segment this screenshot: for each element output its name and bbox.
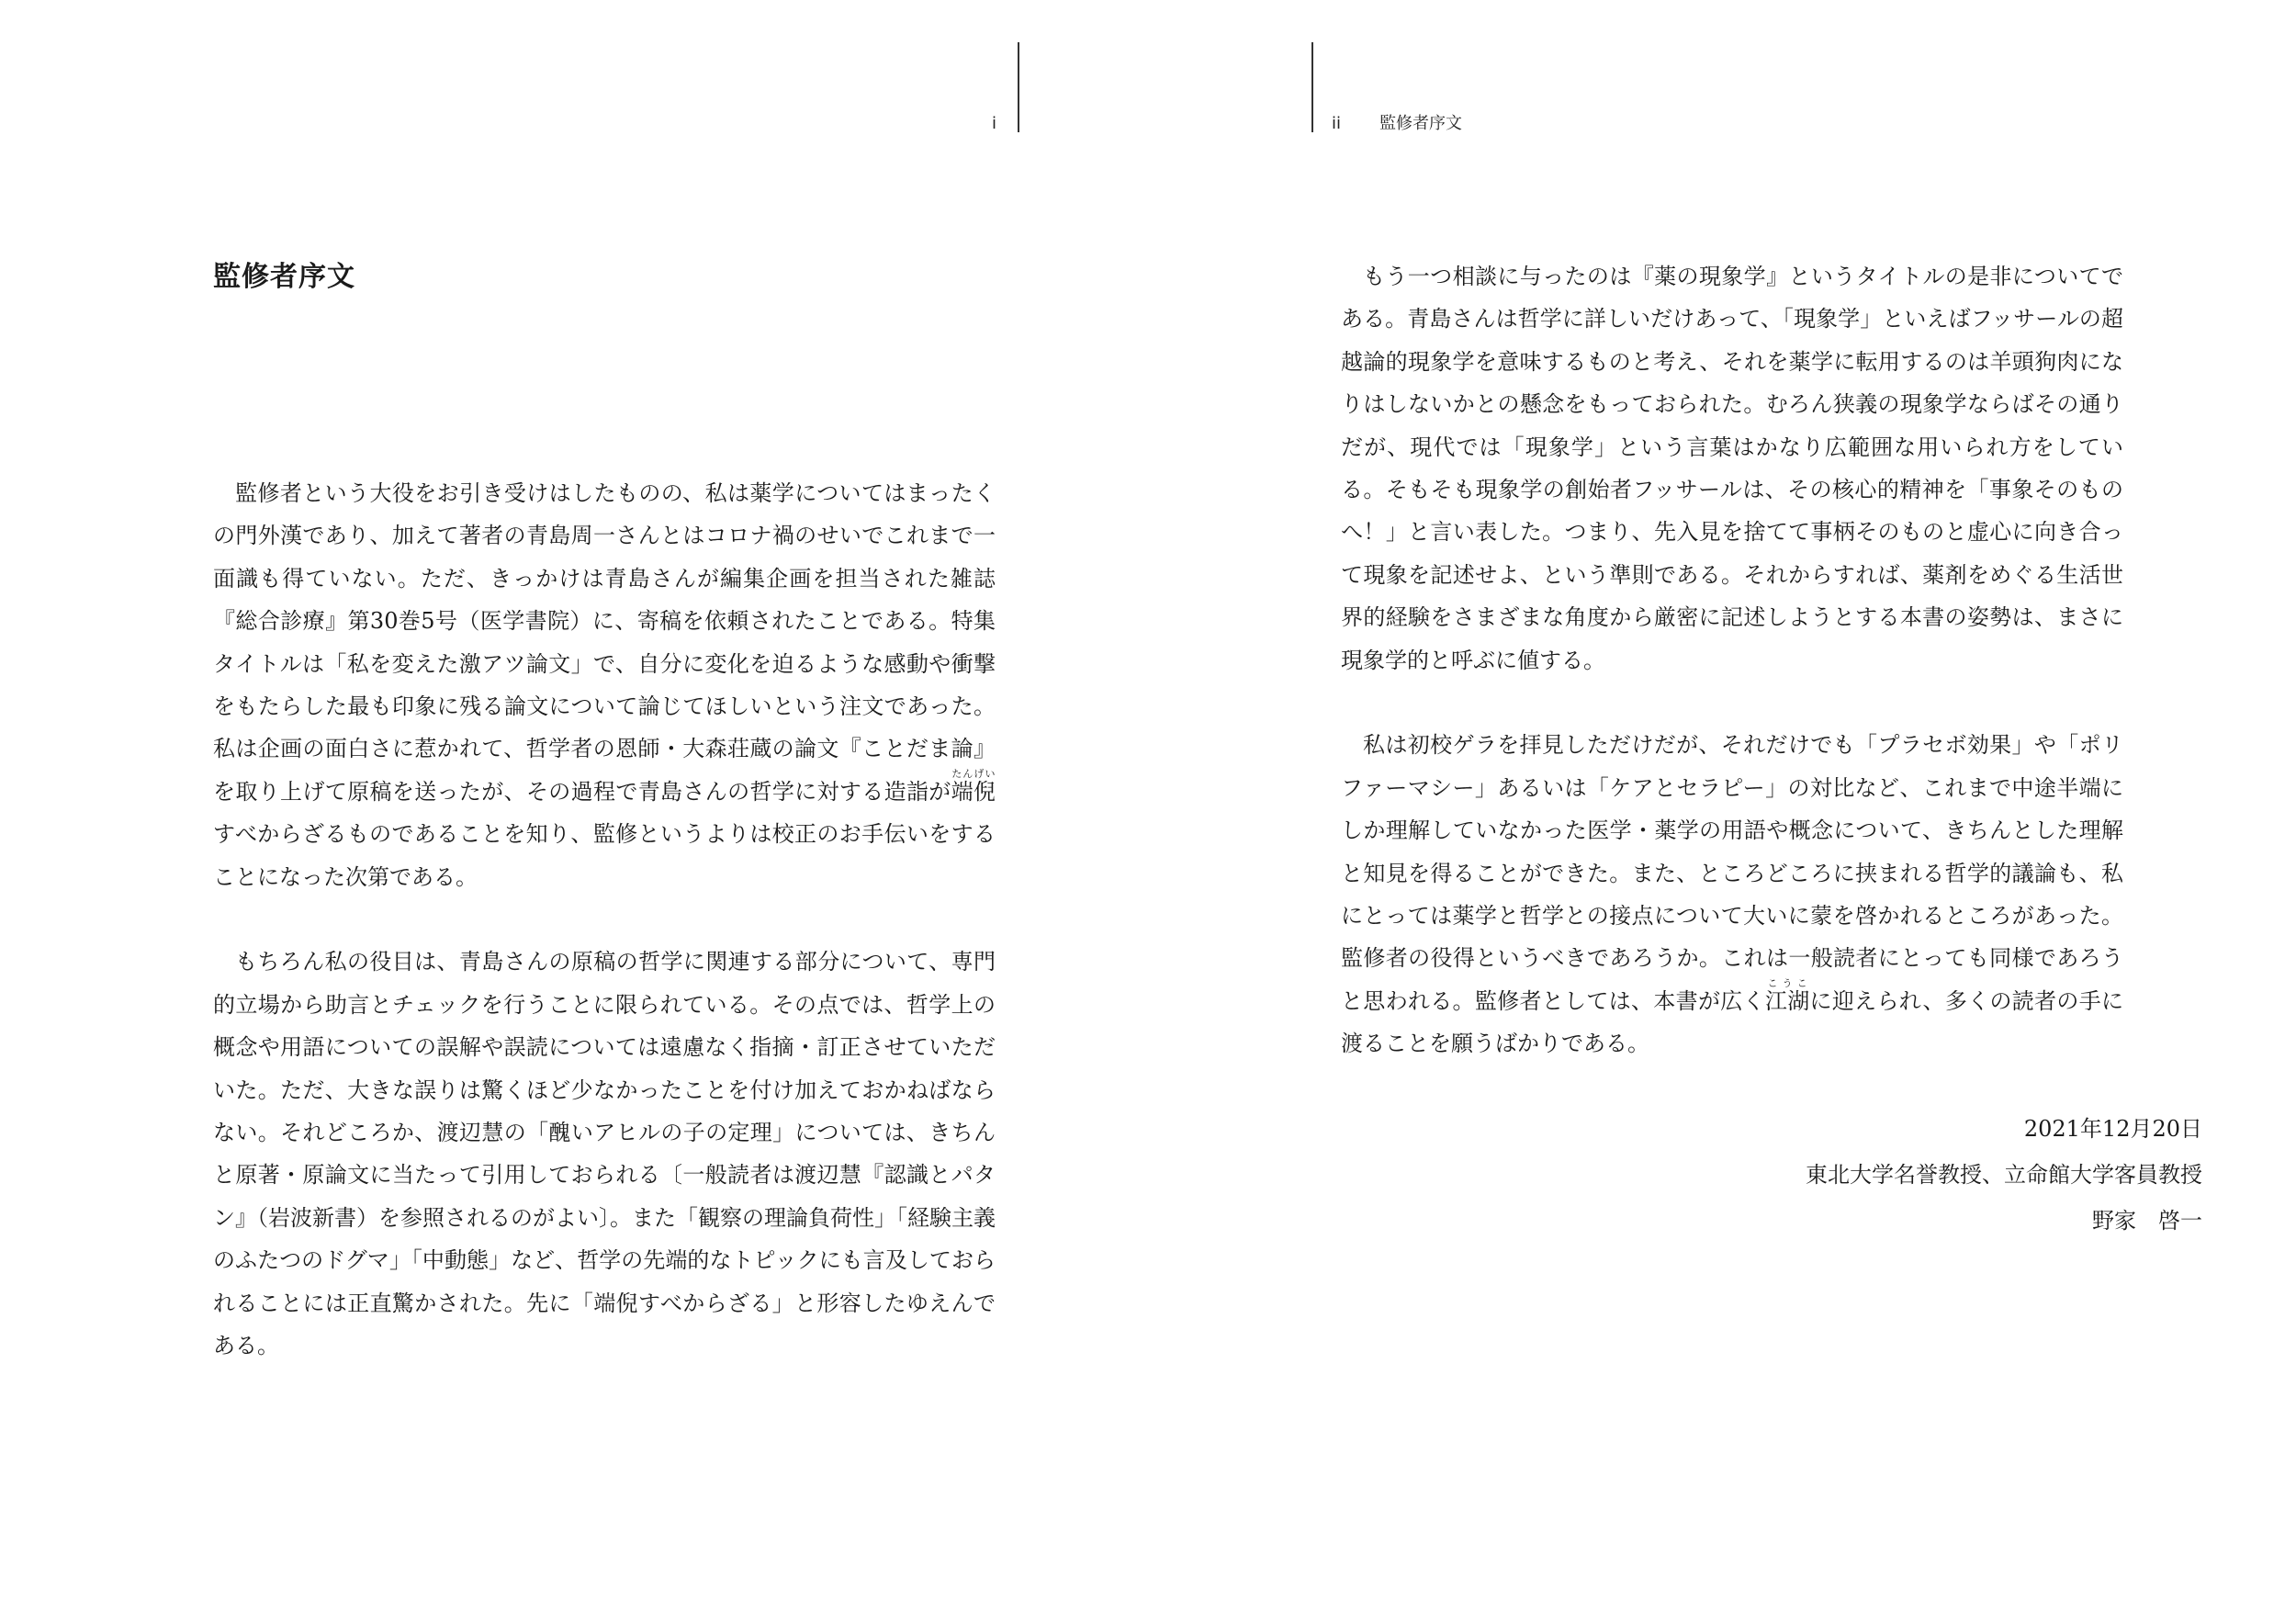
header-rule	[1311, 42, 1313, 132]
page-number: i	[992, 114, 997, 133]
right-page	[1148, 0, 2296, 1623]
paragraph: 監修者という大役をお引き受けはしたものの、私は薬学についてはまったくの門外漢であり、加えて著者の青島周一さんとはコロナ禍のせいでこれまで一面識も得ていない。ただ、きっかけは青島さんが編集企画を担当された雑誌『総合診療』第30巻5号（医学書院）に、寄稿を依頼されたことである。特集タイトルは「私を変えた激アツ論文」で、自分に変化を迫るような感動や衝撃をもたらした最も印象に残る論文について論じてほしいという注文であった。私は企画の面白さに惹かれて、哲学者の恩師・大森荘蔵の論文『ことだま論』を取り上げて原稿を送ったが、その過程で青島さんの哲学に対する造詣が端倪たんげいすべからざるものであることを知り、監修というよりは校正のお手伝いをすることになった次第である。	[213, 480, 996, 890]
signature-name: 野家 啓一	[2092, 1208, 2202, 1234]
page-number: ii	[1332, 114, 1342, 133]
signature-affiliation: 東北大学名誉教授、立命館大学客員教授	[1806, 1162, 2202, 1188]
ruby-annotation: 江湖こうこ	[1764, 976, 1810, 1014]
body-text	[1341, 255, 2123, 1065]
paragraph: もちろん私の役目は、青島さんの原稿の哲学に関連する部分について、専門的立場から助言とチェックを行うことに限られている。その点では、哲学上の概念や用語についての誤解や誤読については遠慮なく指摘・訂正させていただいた。ただ、大きな誤りは驚くほど少なかったことを付け加えておかねばならない。それどころか、渡辺慧の「醜いアヒルの子の定理」については、きちんと原著・原論文に当たって引用しておられる〔一般読者は渡辺慧『認識とパタン』（岩波新書）を参照されるのがよい〕。また「観察の理論負荷性」「経験主義のふたつのドグマ」「中動態」など、哲学の先端的なトピックにも言及しておられることには正直驚かされた。先に「端倪すべからざる」と形容したゆえんである。	[213, 949, 996, 1359]
page-title: 監修者序文	[213, 261, 355, 293]
body-text	[213, 472, 996, 1368]
running-head: 監修者序文	[1379, 114, 1462, 133]
header-rule	[1018, 42, 1019, 132]
paragraph: もう一つ相談に与ったのは『薬の現象学』というタイトルの是非についてである。青島さんは哲学に詳しいだけあって、「現象学」といえばフッサールの超越論的現象学を意味するものと考え、それを薬学に転用するのは羊頭狗肉になりはしないかとの懸念をもっておられた。むろん狭義の現象学ならばその通りだが、現代では「現象学」という言葉はかなり広範囲な用いられ方をしている。そもそも現象学の創始者フッサールは、その核心的精神を「事象そのものへ！」と言い表した。つまり、先入見を捨てて事柄そのものと虚心に向き合って現象を記述せよ、という準則である。それからすれば、薬剤をめぐる生活世界的経験をさまざまな角度から厳密に記述しようとする本書の姿勢は、まさに現象学的と呼ぶに値する。	[1341, 264, 2123, 673]
signature-date: 2021年12月20日	[2023, 1116, 2202, 1142]
signature-block	[1806, 1106, 2202, 1244]
paragraph: 私は初校ゲラを拝見しただけだが、それだけでも「プラセボ効果」や「ポリファーマシー」あるいは「ケアとセラピー」の対比など、これまで中途半端にしか理解していなかった医学・薬学の用語や概念について、きちんとした理解と知見を得ることができた。また、ところどころに挟まれる哲学的議論も、私にとっては薬学と哲学との接点について大いに蒙を啓かれるところがあった。監修者の役得というべきであろうか。これは一般読者にとっても同様であろうと思われる。監修者としては、本書が広く江湖こうこに迎えられ、多くの読者の手に渡ることを願うばかりである。	[1341, 732, 2124, 1057]
ruby-annotation: 端倪たんげい	[951, 767, 996, 805]
